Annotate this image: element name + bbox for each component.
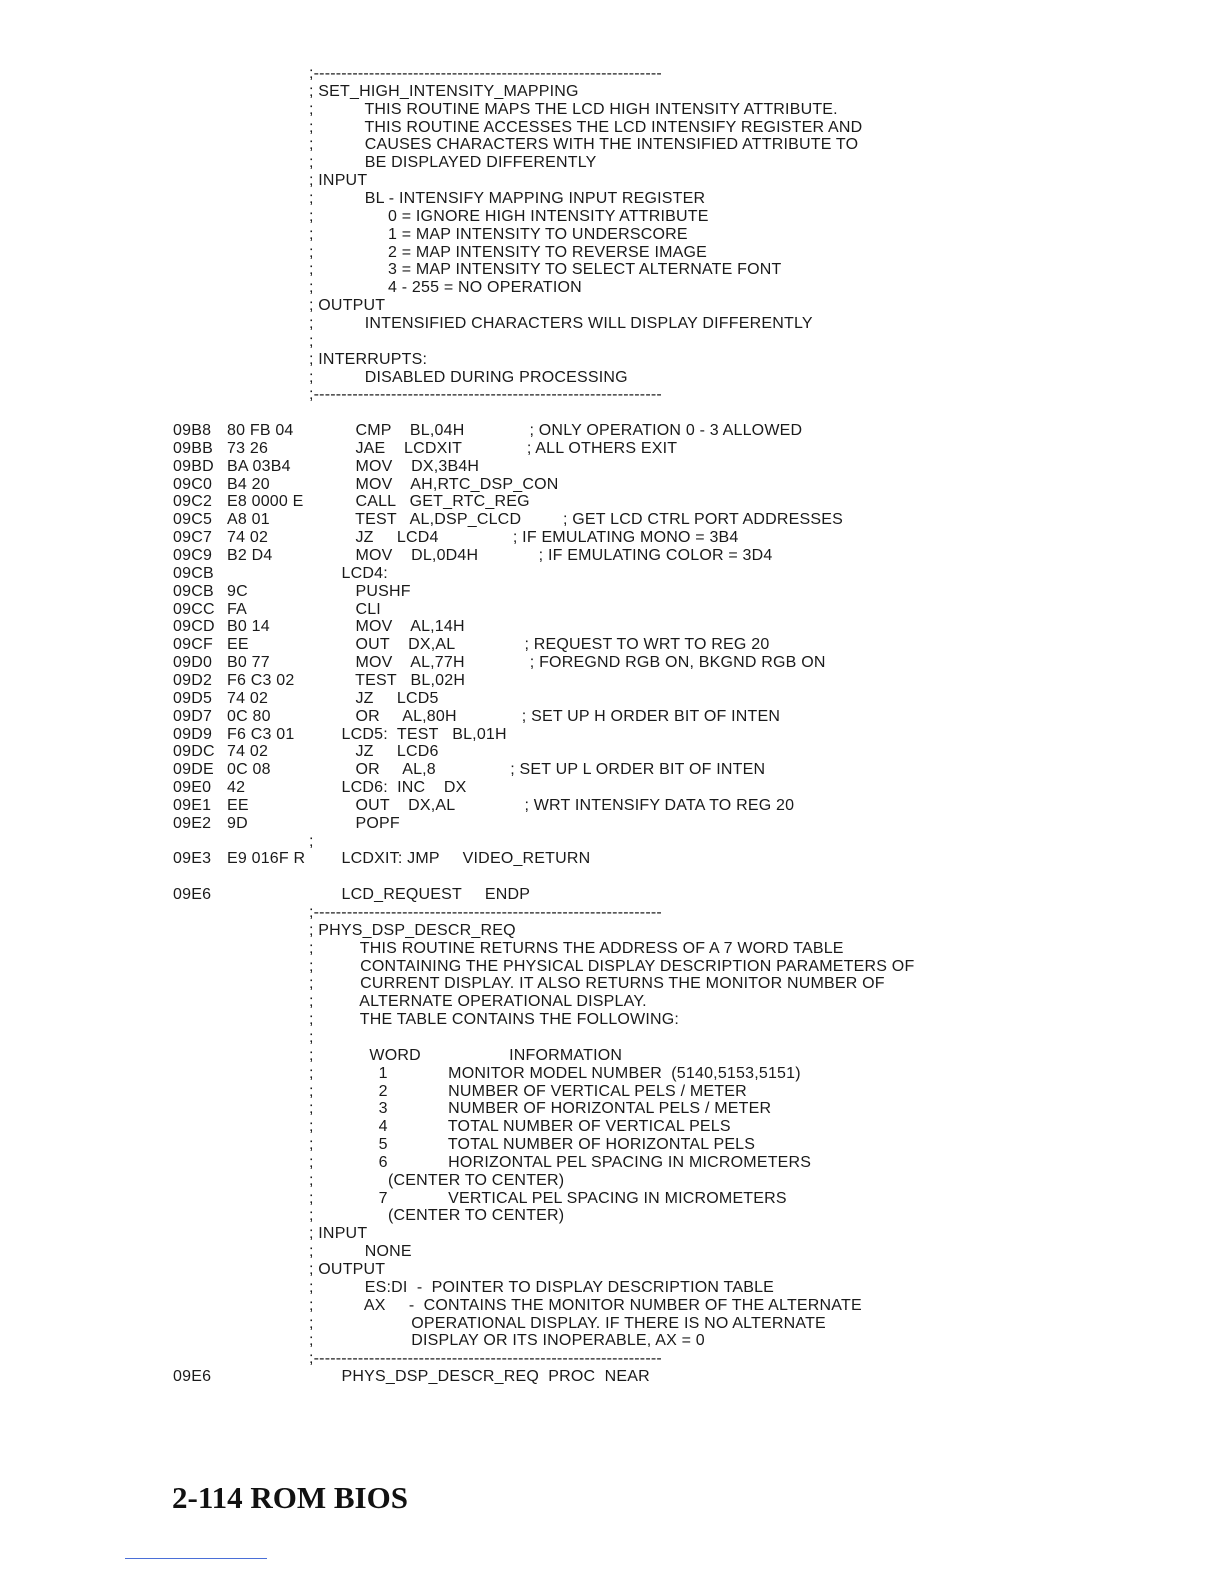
listing-source: ;--------------------------------------------------------------- <box>309 65 662 82</box>
listing-address: 09E3 <box>173 850 212 868</box>
listing-source: MOV AH,RTC_DSP_CON <box>309 475 559 493</box>
listing-object-code: 74 02 <box>227 743 269 761</box>
listing-address: 09D5 <box>173 689 213 707</box>
listing-object-code: B2 D4 <box>227 547 273 564</box>
listing-source: ; 3 = MAP INTENSITY TO SELECT ALTERNATE FONT <box>309 261 782 279</box>
listing-source: ; THIS ROUTINE ACCESSES THE LCD INTENSIFY REGISTER AND <box>309 118 863 136</box>
listing-source: ; INPUT <box>309 1225 368 1243</box>
listing-source: TEST AL,DSP_CLCD ; GET LCD CTRL PORT ADDRESSES <box>309 511 843 529</box>
listing-address: 09D7 <box>173 707 213 725</box>
listing-source: JAE LCDXIT ; ALL OTHERS EXIT <box>309 439 678 457</box>
listing-address: 09B8 <box>173 422 212 439</box>
listing-address: 09BB <box>173 439 213 457</box>
listing-source: ; 2 = MAP INTENSITY TO REVERSE IMAGE <box>309 243 708 261</box>
listing-source: LCD5: TEST BL,01H <box>309 725 507 743</box>
listing-source: MOV AL,77H ; FOREGND RGB ON, BKGND RGB ON <box>309 654 826 672</box>
listing-source: LCD_REQUEST ENDP <box>309 886 531 904</box>
listing-source: OR AL,80H ; SET UP H ORDER BIT OF INTEN <box>309 707 781 725</box>
listing-source: CALL GET_RTC_REG <box>309 493 530 511</box>
listing-source: ; OPERATIONAL DISPLAY. IF THERE IS NO ALTERNATE <box>309 1314 826 1332</box>
listing-address: 09DC <box>173 743 215 761</box>
listing-source: ; BE DISPLAYED DIFFERENTLY <box>309 154 597 172</box>
listing-source: ; OUTPUT <box>309 1261 386 1278</box>
listing-source: ; INPUT <box>309 172 368 190</box>
listing-source: ; DISABLED DURING PROCESSING <box>309 368 628 386</box>
listing-source: ; 1 = MAP INTENSITY TO UNDERSCORE <box>309 225 688 243</box>
listing-address: 09CC <box>173 600 215 618</box>
listing-source: ;--------------------------------------------------------------- <box>309 386 662 404</box>
listing-source: CLI <box>309 600 381 618</box>
listing-source: ; 0 = IGNORE HIGH INTENSITY ATTRIBUTE <box>309 207 709 225</box>
listing-object-code: B4 20 <box>227 475 270 493</box>
listing-address: 09C9 <box>173 547 213 564</box>
listing-source: ; DISPLAY OR ITS INOPERABLE, AX = 0 <box>309 1332 705 1350</box>
listing-object-code: BA 03B4 <box>227 457 291 475</box>
listing-address: 09E2 <box>173 814 212 832</box>
listing-source: ;--------------------------------------------------------------- <box>309 904 662 921</box>
listing-source: ; CURRENT DISPLAY. IT ALSO RETURNS THE MONITOR NUMBER OF <box>309 975 885 993</box>
listing-source: ; <box>309 832 314 850</box>
listing-source: ; CONTAINING THE PHYSICAL DISPLAY DESCRIPTION PARAMETERS OF <box>309 957 915 975</box>
listing-source: LCD4: <box>309 564 388 582</box>
listing-address: 09C2 <box>173 493 213 511</box>
listing-source: MOV DL,0D4H ; IF EMULATING COLOR = 3D4 <box>309 547 773 564</box>
listing-source: ; BL - INTENSIFY MAPPING INPUT REGISTER <box>309 190 706 207</box>
listing-source: ; 6 HORIZONTAL PEL SPACING IN MICROMETERS <box>309 1153 812 1171</box>
listing-address: 09CB <box>173 564 214 582</box>
listing-source: JZ LCD4 ; IF EMULATING MONO = 3B4 <box>309 529 739 547</box>
listing-source: ; WORD INFORMATION <box>309 1046 623 1064</box>
listing-source: ; <box>309 1028 314 1046</box>
listing-object-code: 0C 08 <box>227 761 271 779</box>
listing-source: MOV AL,14H <box>309 618 465 636</box>
listing-object-code: 0C 80 <box>227 707 271 725</box>
listing-object-code: 74 02 <box>227 529 269 547</box>
listing-source: ; ES:DI - POINTER TO DISPLAY DESCRIPTION TABLE <box>309 1278 775 1296</box>
listing-object-code: 9D <box>227 814 248 832</box>
listing-source: ; (CENTER TO CENTER) <box>309 1207 565 1225</box>
listing-address: 09C0 <box>173 475 213 493</box>
listing-source: ; 5 TOTAL NUMBER OF HORIZONTAL PELS <box>309 1136 756 1153</box>
listing-source: PUSHF <box>309 582 411 600</box>
listing-source: ; THIS ROUTINE RETURNS THE ADDRESS OF A 7 WORD TABLE <box>309 939 844 957</box>
listing-address: 09C7 <box>173 529 213 547</box>
listing-object-code: E8 0000 E <box>227 493 304 511</box>
listing-source: ; AX - CONTAINS THE MONITOR NUMBER OF THE ALTERNATE <box>309 1296 862 1314</box>
listing-source: ; 4 - 255 = NO OPERATION <box>309 279 582 297</box>
listing-source: OR AL,8 ; SET UP L ORDER BIT OF INTEN <box>309 761 766 779</box>
listing-address: 09CB <box>173 582 214 600</box>
listing-address: 09C5 <box>173 511 213 529</box>
listing-object-code: E9 016F R <box>227 850 306 868</box>
listing-source: PHYS_DSP_DESCR_REQ PROC NEAR <box>309 1368 650 1386</box>
listing-object-code: 73 26 <box>227 439 269 457</box>
listing-address: 09E1 <box>173 796 212 814</box>
listing-source: ; CAUSES CHARACTERS WITH THE INTENSIFIED ATTRIBUTE TO <box>309 136 859 154</box>
listing-source: ; 7 VERTICAL PEL SPACING IN MICROMETERS <box>309 1189 787 1207</box>
listing-address: 09D0 <box>173 654 213 672</box>
listing-address: 09D9 <box>173 725 213 743</box>
listing-source: CMP BL,04H ; ONLY OPERATION 0 - 3 ALLOWED <box>309 422 803 439</box>
listing-source: ; 3 NUMBER OF HORIZONTAL PELS / METER <box>309 1100 772 1118</box>
listing-address: 09BD <box>173 457 214 475</box>
listing-source: POPF <box>309 814 400 832</box>
listing-object-code: B0 14 <box>227 618 270 636</box>
listing-object-code: A8 01 <box>227 511 270 529</box>
listing-object-code: 74 02 <box>227 689 269 707</box>
listing-object-code: 42 <box>227 779 246 796</box>
listing-object-code: 80 FB 04 <box>227 422 294 439</box>
listing-object-code: B0 77 <box>227 654 270 672</box>
listing-address: 09E0 <box>173 779 212 796</box>
listing-source: ; 4 TOTAL NUMBER OF VERTICAL PELS <box>309 1118 731 1136</box>
listing-source: ; <box>309 332 314 350</box>
listing-source: ; INTERRUPTS: <box>309 350 428 368</box>
footer-rule <box>125 1558 267 1559</box>
listing-object-code: FA <box>227 600 247 618</box>
listing-source: TEST BL,02H <box>309 671 466 689</box>
listing-source: ; (CENTER TO CENTER) <box>309 1171 565 1189</box>
listing-source: ; OUTPUT <box>309 297 386 315</box>
listing-address: 09E6 <box>173 1368 212 1386</box>
page-footer-title: 2-114 ROM BIOS <box>172 1480 408 1515</box>
listing-source: ; NONE <box>309 1243 412 1261</box>
listing-source: ; INTENSIFIED CHARACTERS WILL DISPLAY DIFFERENTLY <box>309 314 813 332</box>
listing-source: OUT DX,AL ; REQUEST TO WRT TO REG 20 <box>309 636 770 654</box>
listing-address: 09CD <box>173 618 215 636</box>
listing-object-code: EE <box>227 796 249 814</box>
listing-source: ; SET_HIGH_INTENSITY_MAPPING <box>309 82 579 100</box>
listing-source: JZ LCD6 <box>309 743 439 761</box>
listing-source: ; THE TABLE CONTAINS THE FOLLOWING: <box>309 1011 680 1029</box>
listing-address: 09CF <box>173 636 213 654</box>
listing-object-code: F6 C3 01 <box>227 725 295 743</box>
listing-source: ;--------------------------------------------------------------- <box>309 1350 662 1368</box>
listing-source: LCD6: INC DX <box>309 779 467 796</box>
listing-source: JZ LCD5 <box>309 689 439 707</box>
listing-object-code: F6 C3 02 <box>227 671 295 689</box>
listing-source: ; 1 MONITOR MODEL NUMBER (5140,5153,5151) <box>309 1064 801 1082</box>
listing-source: LCDXIT: JMP VIDEO_RETURN <box>309 850 591 868</box>
listing-source: ; ALTERNATE OPERATIONAL DISPLAY. <box>309 993 647 1011</box>
listing-object-code: EE <box>227 636 249 654</box>
listing-source: ; PHYS_DSP_DESCR_REQ <box>309 921 516 939</box>
listing-address: 09D2 <box>173 671 213 689</box>
listing-object-code: 9C <box>227 582 248 600</box>
listing-source: OUT DX,AL ; WRT INTENSIFY DATA TO REG 20 <box>309 796 795 814</box>
listing-source: MOV DX,3B4H <box>309 457 480 475</box>
listing-source: ; 2 NUMBER OF VERTICAL PELS / METER <box>309 1082 747 1100</box>
listing-address: 09DE <box>173 761 214 779</box>
listing-source: ; THIS ROUTINE MAPS THE LCD HIGH INTENSITY ATTRIBUTE. <box>309 100 838 118</box>
listing-address: 09E6 <box>173 886 212 904</box>
